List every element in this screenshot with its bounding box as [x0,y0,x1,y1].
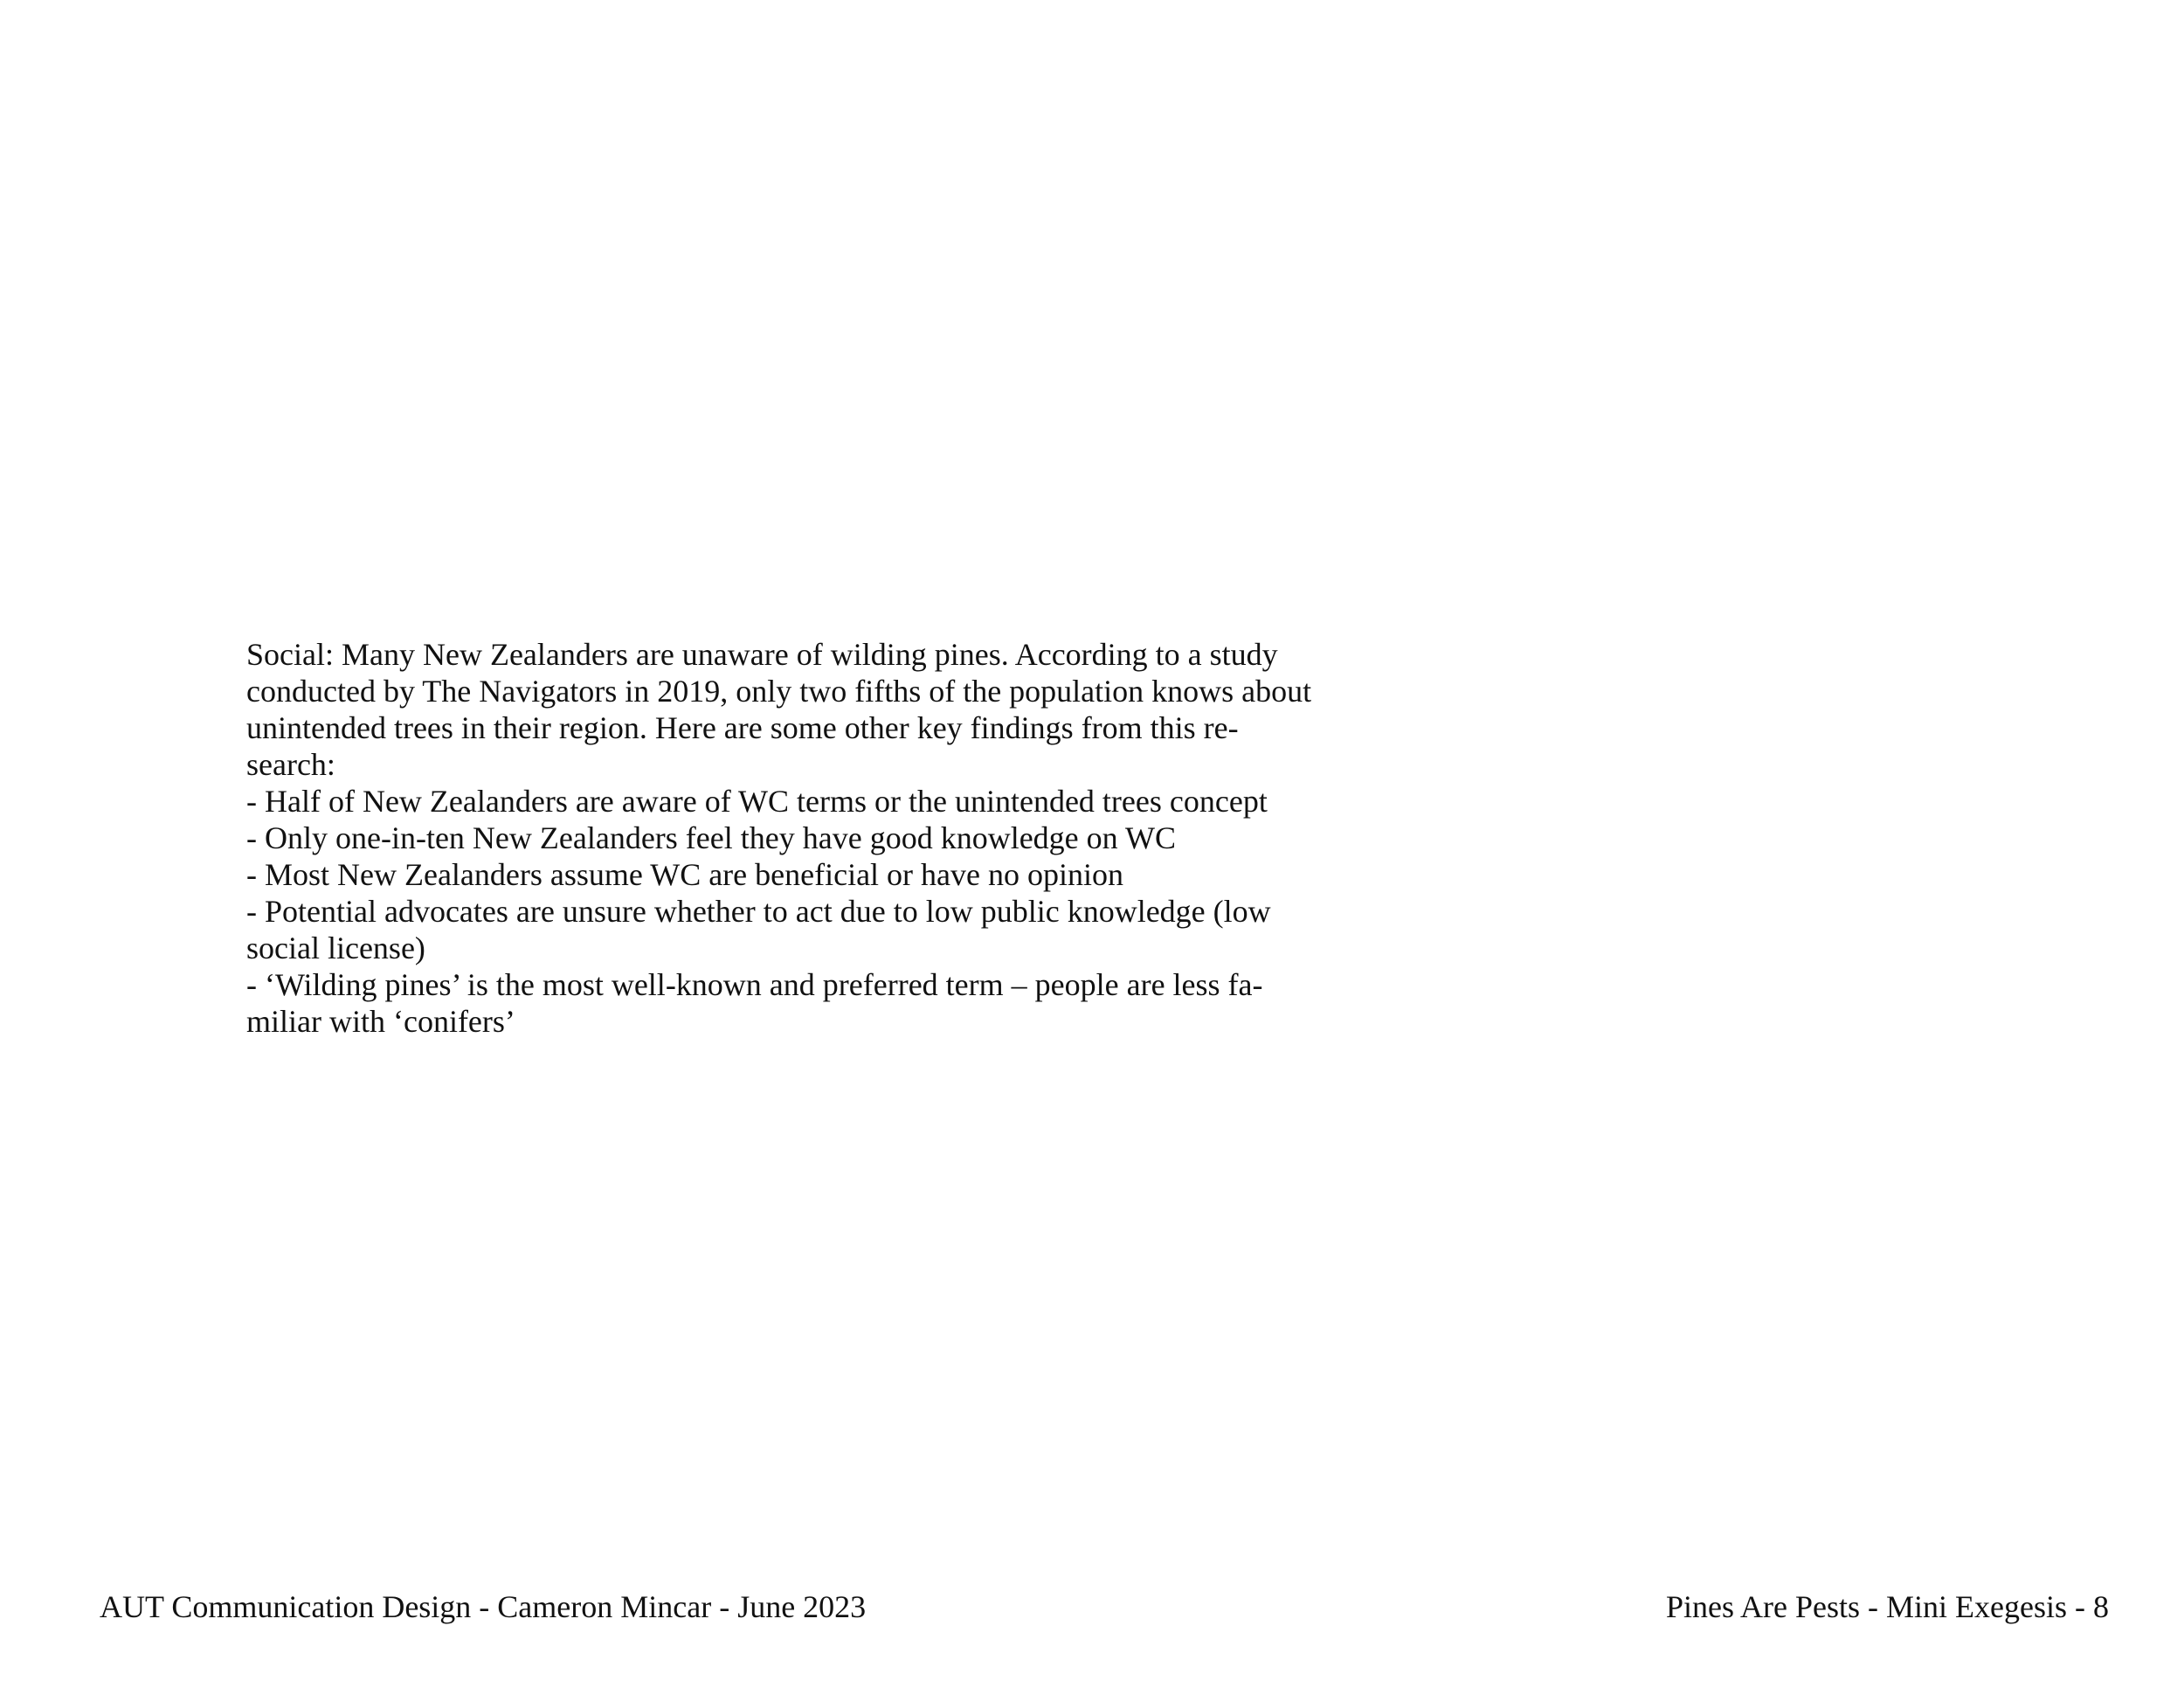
finding-item: - Most New Zealanders assume WC are beneficial or have no opinion [246,857,1124,892]
finding-item: - Only one-in-ten New Zealanders feel they have good knowledge on WC [246,820,1176,855]
finding-item: - Half of New Zealanders are aware of WC terms or the unintended trees concept [246,784,1268,819]
body-line: conducted by The Navigators in 2019, only two fifths of the population knows about [246,674,1312,709]
finding-item-continued: social license) [246,930,425,965]
footer-course-credit: AUT Communication Design - Cameron Mincar - June 2023 [100,1589,867,1624]
body-paragraph [246,636,1522,1040]
body-line: Social: Many New Zealanders are unaware of wilding pines. According to a study [246,637,1278,672]
finding-item-continued: miliar with ‘conifers’ [246,1004,515,1039]
finding-item: - Potential advocates are unsure whether to act due to low public knowledge (low [246,894,1271,929]
body-line: search: [246,747,335,782]
finding-item: - ‘Wilding pines’ is the most well-known and preferred term – people are less fa- [246,967,1263,1002]
footer-page-title-number: Pines Are Pests - Mini Exegesis - 8 [1666,1589,2109,1624]
body-line: unintended trees in their region. Here are some other key findings from this re- [246,710,1239,745]
